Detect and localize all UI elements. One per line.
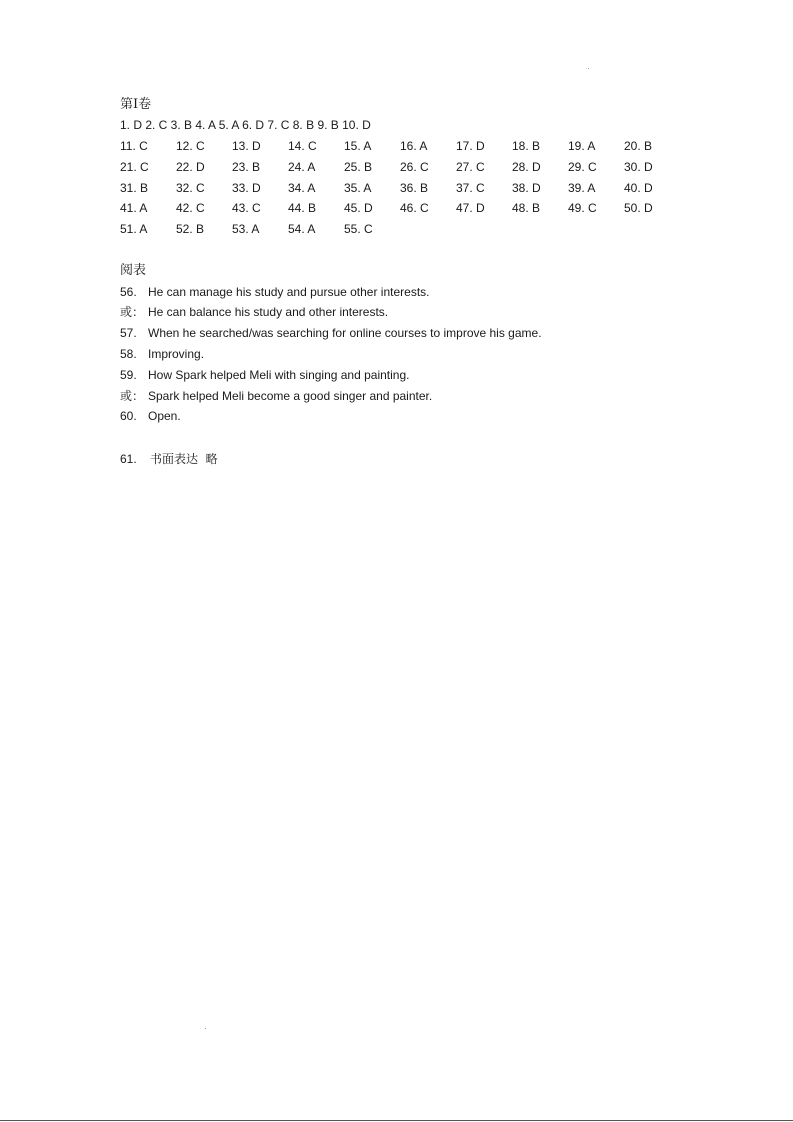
answer-cell: 44. B: [288, 201, 317, 216]
answer-cell: 38. D: [512, 180, 541, 195]
question-number: 57.: [120, 326, 137, 340]
answer-cell: 40. D: [624, 180, 653, 195]
answer-cell: 49. C: [568, 201, 597, 216]
answer-cell: 32. C: [176, 180, 205, 195]
answer-cell: 28. D: [512, 159, 541, 174]
answers-1-10: 1. D 2. C 3. B 4. A 5. A 6. D 7. C 8. B 9. B 10. D: [120, 118, 371, 132]
answer-cell: 39. A: [568, 180, 596, 195]
answer-cell: 17. D: [456, 139, 485, 153]
reading-answer-56-alt: [120, 303, 388, 321]
answer-cell: 22. D: [176, 159, 205, 174]
page-bottom-rule: [0, 1120, 793, 1121]
question-number: 58.: [120, 347, 137, 361]
answer-cell: 54. A: [288, 222, 316, 236]
answer-cell: 13. D: [232, 139, 261, 153]
answer-cell: 51. A: [120, 222, 148, 236]
answer-cell: 48. B: [512, 201, 541, 216]
alternative-marker: 或：: [120, 389, 145, 403]
answer-cell: 55. C: [344, 222, 373, 236]
answer-row: [120, 158, 680, 179]
answer-cell: 27. C: [456, 159, 485, 174]
answer-cell: 41. A: [120, 201, 148, 216]
answer-grid: [120, 137, 680, 241]
question-number: 60.: [120, 409, 137, 423]
answer-text: He can balance his study and other interests.: [148, 305, 389, 319]
answer-cell: 47. D: [456, 201, 485, 216]
answer-cell: 37. C: [456, 180, 485, 195]
reading-answer-60: [120, 407, 181, 425]
answer-text: Improving.: [148, 347, 205, 361]
reading-answer-59: [120, 366, 410, 384]
answer-row: [120, 220, 680, 241]
answer-cell: 30. D: [624, 159, 653, 174]
answer-cell: 50. D: [624, 201, 653, 216]
answer-cell: 16. A: [400, 139, 428, 153]
question-number: 56.: [120, 285, 137, 299]
answer-text: When he searched/was searching for online courses to improve his game.: [148, 326, 542, 340]
answer-cell: 12. C: [176, 139, 205, 153]
answer-cell: 14. C: [288, 139, 317, 153]
alternative-marker: 或：: [120, 305, 145, 319]
reading-answer-59-alt: [120, 387, 432, 405]
scan-dot: [588, 68, 589, 69]
answer-text: He can manage his study and pursue other interests.: [148, 285, 430, 299]
answer-cell: 11. C: [120, 139, 148, 153]
scan-dot: [205, 1028, 206, 1029]
answer-cell: 46. C: [400, 201, 429, 216]
answer-cell: 36. B: [400, 180, 429, 195]
reading-answer-58: [120, 345, 204, 363]
answer-cell: 24. A: [288, 159, 316, 174]
answer-cell: 26. C: [400, 159, 429, 174]
answer-cell: 53. A: [232, 222, 260, 236]
reading-answer-56: [120, 283, 430, 301]
answer-cell: 34. A: [288, 180, 316, 195]
answer-cell: 31. B: [120, 180, 149, 195]
answer-cell: 33. D: [232, 180, 261, 195]
answer-cell: 15. A: [344, 139, 372, 153]
answer-cell: 21. C: [120, 159, 149, 174]
part-one-title: 第Ⅰ卷: [120, 97, 152, 112]
answer-cell: 35. A: [344, 180, 372, 195]
answer-cell: 45. D: [344, 201, 373, 216]
answer-cell: 19. A: [568, 139, 596, 153]
answer-cell: 25. B: [344, 159, 373, 174]
answer-cell: 43. C: [232, 201, 261, 216]
answer-text: 书面表达 略: [150, 452, 218, 466]
writing-answer-61: [120, 450, 218, 468]
reading-answer-57: [120, 324, 542, 342]
question-number: 59.: [120, 368, 137, 382]
answer-text: Spark helped Meli become a good singer and painter.: [148, 389, 433, 403]
answer-cell: 23. B: [232, 159, 261, 174]
answer-cell: 52. B: [176, 222, 205, 236]
question-number: 61.: [120, 452, 137, 466]
answer-row: [120, 137, 680, 158]
reading-title: 阅表: [120, 263, 147, 278]
answer-cell: 18. B: [512, 139, 541, 153]
answer-row: [120, 199, 680, 220]
answer-text: Open.: [148, 409, 181, 423]
answer-cell: 42. C: [176, 201, 205, 216]
answer-cell: 20. B: [624, 139, 653, 153]
answer-row: [120, 179, 680, 200]
answer-cell: 29. C: [568, 159, 597, 174]
answer-text: How Spark helped Meli with singing and painting.: [148, 368, 410, 382]
